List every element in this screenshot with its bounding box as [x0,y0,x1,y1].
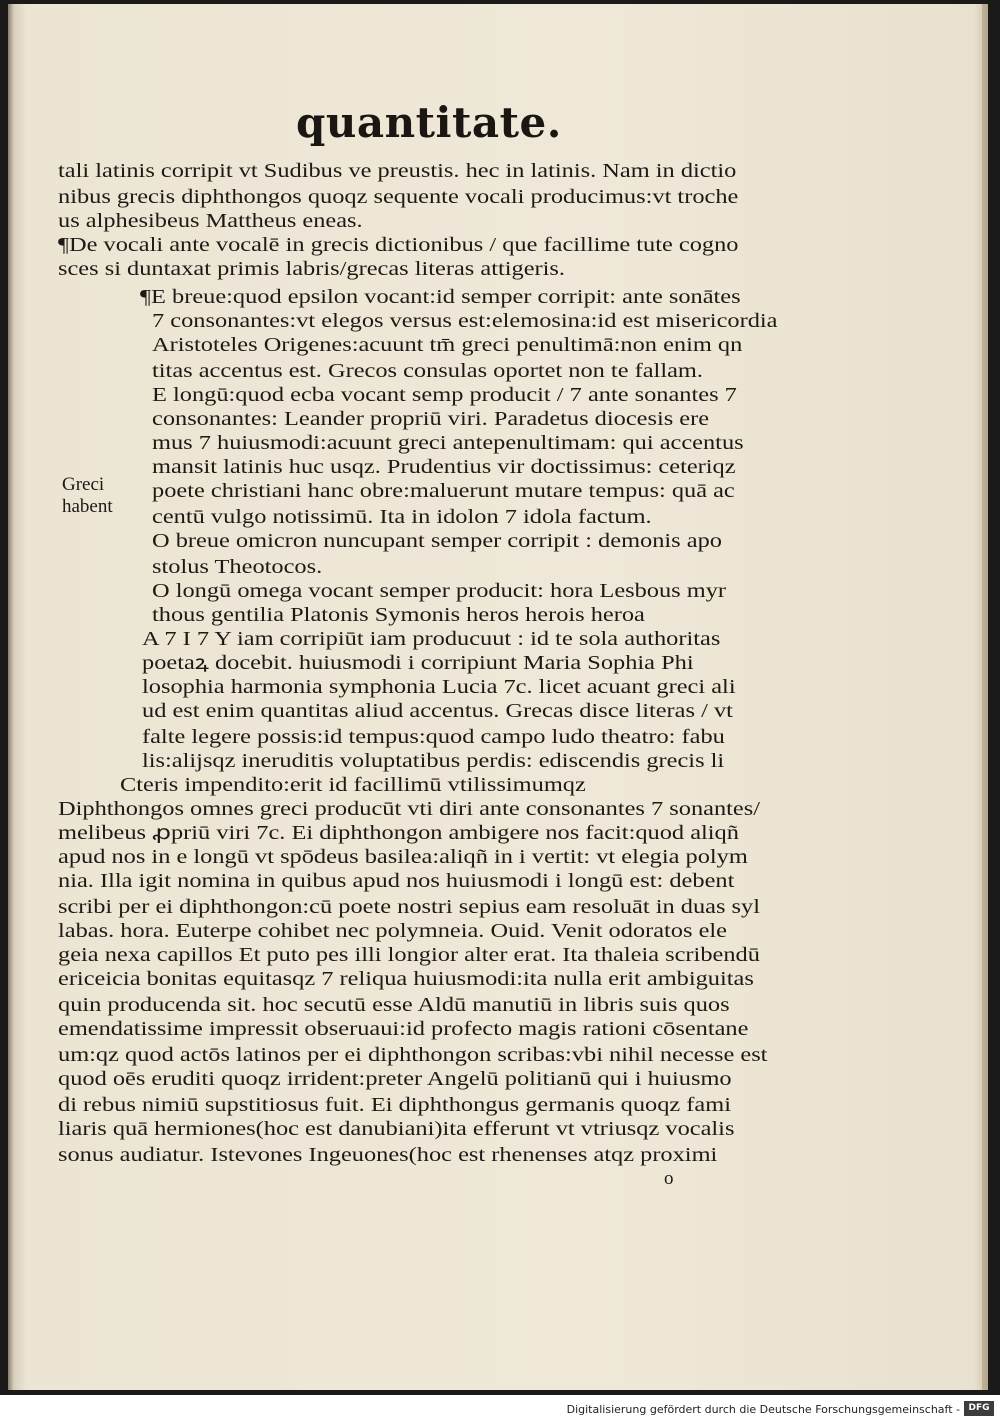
text-line: sces si duntaxat primis labris/grecas literas attigeris. [58,259,566,280]
text-line: tali latinis corripit vt Sudibus ve preustis. hec in latinis. Nam in dictio [58,161,737,182]
text-line: poete christiani hanc obre:maluerunt mutare tempus: quā ac [152,481,735,502]
text-line: um:qz quod actōs latinos per ei diphthongon scribas:vbi nihil necesse est [58,1045,768,1066]
text-line: Cteris impendito:erit id facillimū vtilissimumqz [120,775,586,796]
text-line: ¶E breue:quod epsilon vocant:id semper corripit: ante sonātes [140,287,741,308]
text-line: thous gentilia Platonis Symonis heros herois heroa [152,605,645,626]
text-line: us alphesibeus Mattheus eneas. [58,211,363,232]
text-line: E longū:quod ecba vocant semp producit / 7 ante sonantes 7 [152,385,737,406]
text-line: 7 consonantes:vt elegos versus est:elemosina:id est misericordia [152,311,778,332]
text-line: poetaꝝ docebit. huiusmodi i corripiunt Maria Sophia Phi [142,653,694,674]
margin-note: Greci habent [62,474,113,517]
page-heading: quantitate. [296,98,562,147]
text-line: centū vulgo notissimū. Ita in idolon 7 idola factum. [152,507,652,528]
text-line: di rebus nimiū supstitiosus fuit. Ei diphthongus germanis quoqz fami [58,1095,731,1116]
text-line: O breue omicron nuncupant semper corripit : demonis apo [152,531,722,552]
dfg-logo: DFG [964,1401,994,1416]
text-line: stolus Theotocos. [152,557,323,578]
text-line: titas accentus est. Grecos consulas oportet non te fallam. [152,361,703,382]
text-line: consonantes: Leander propriū viri. Paradetus diocesis ere [152,409,710,430]
text-line: Aristoteles Origenes:acuunt tm̄ greci penultimā:non enim qn [152,335,743,356]
text-line: falte legere possis:id tempus:quod campo ludo theatro: fabu [142,727,725,748]
text-line: geia nexa capillos Et puto pes illi longior alter erat. Ita thaleia scribendū [58,945,760,966]
text-line: mus 7 huiusmodi:acuunt greci antepenultimam: qui accentus [152,433,744,454]
text-line: melibeus ꝓpriū viri 7c. Ei diphthongon ambigere nos facit:quod aliqñ [58,823,739,844]
text-line: liaris quā hermiones(hoc est danubiani)ita efferunt vt vtriusqz vocalis [58,1119,735,1140]
text-line: A 7 I 7 Y iam corripiūt iam producuut : id te sola authoritas [142,629,721,650]
text-line: ud est enim quantitas aliud accentus. Grecas disce literas / vt [142,701,733,722]
text-line: labas. hora. Euterpe cohibet nec polymneia. Ouid. Venit odoratos ele [58,921,727,942]
text-line: mansit latinis huc usqz. Prudentius vir doctissimus: ceteriqz [152,457,736,478]
text-line: Diphthongos omnes greci producūt vti diri ante consonantes 7 sonantes/ [58,799,761,820]
text-line: quod oēs eruditi quoqz irrident:preter Angelū politianū qui i huiusmo [58,1069,732,1090]
text-line: ¶De vocali ante vocalē in grecis dictionibus / que facillime tute cogno [58,235,739,256]
footer-credit: Digitalisierung gefördert durch die Deutsche Forschungsgemeinschaft - [566,1403,960,1416]
text-line: ericeicia bonitas equitasqz 7 reliqua huiusmodi:ita nulla erit ambiguitas [58,969,754,990]
text-line: losophia harmonia symphonia Lucia 7c. licet acuant greci ali [142,677,736,698]
text-line: scribi per ei diphthongon:cū poete nostri sepius eam resoluāt in duas syl [58,897,761,918]
text-line: sonus audiatur. Istevones Ingeuones(hoc est rhenenses atqz proximi [58,1145,718,1166]
text-line: O longū omega vocant semper producit: hora Lesbous myr [152,581,727,602]
text-line: nia. Illa igit nomina in quibus apud nos huiusmodi i longū est: debent [58,871,735,892]
text-line: quin producenda sit. hoc secutū esse Aldū manutiū in libris suis quos [58,995,730,1016]
signature-mark: o [664,1168,674,1189]
text-line: lis:alijsqz ineruditis voluptatibus perdis: ediscendis grecis li [142,751,725,772]
text-line: emendatissime impressit obseruaui:id profecto magis rationi cōsentane [58,1019,749,1040]
text-line: nibus grecis diphthongos quoqz sequente vocali producimus:vt troche [58,187,739,208]
text-line: apud nos in e longū vt spōdeus basilea:aliqñ in i vertit: vt elegia polym [58,847,748,868]
